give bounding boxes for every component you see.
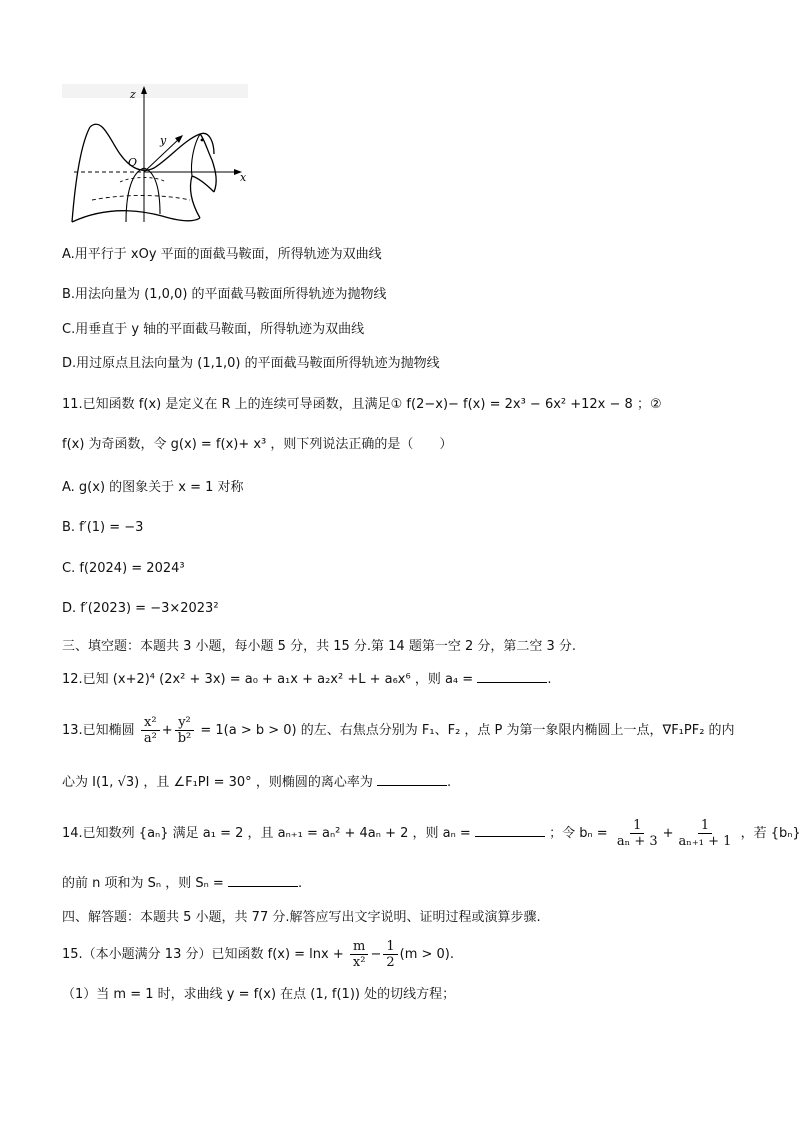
q11-option-d: D. f′(2023) = −3×2023² <box>62 601 219 616</box>
saddle-surface-figure <box>62 82 258 230</box>
q10-option-a: A.用平行于 xOy 平面的面截马鞍面，所得轨迹为双曲线 <box>62 247 382 262</box>
origin-label: O <box>128 156 138 169</box>
q14-pre: 14.已知数列 {aₙ} 满足 a₁ = 2 ，且 aₙ₊₁ = aₙ² + 4aₙ + 2 ，则 aₙ = <box>62 826 471 841</box>
q10-option-d: D.用过原点且法向量为 (1,1,0) 的平面截马鞍面所得轨迹为抛物线 <box>62 356 440 371</box>
x-axis-label: x <box>240 171 247 184</box>
q13-fraction-x: $\frac{\text{x²}}{\text{a²}}$ <box>141 715 160 746</box>
q12-end: . <box>547 672 552 687</box>
q13-fraction-y: $\frac{\text{y²}}{\text{b²}}$ <box>175 715 195 746</box>
q13-plus: + <box>161 723 173 738</box>
q13-line2-text: 心为 I(1, √3) ，且 ∠F₁PI = 30° ，则椭圆的离心率为 <box>62 775 373 790</box>
q13-mid: = 1(a > b > 0) 的左、右焦点分别为 F₁、F₂ ，点 P 为第一象限内椭圆上一点，∇F₁PF₂ 的内 <box>200 723 735 738</box>
q14-line2-text: 的前 n 项和为 Sₙ ，则 Sₙ = <box>62 876 224 891</box>
q14-plus: + <box>662 826 674 841</box>
q10-option-c: C.用垂直于 y 轴的平面截马鞍面，所得轨迹为双曲线 <box>62 322 365 337</box>
q12-answer-blank[interactable] <box>477 670 547 683</box>
q15-post: (m > 0). <box>399 947 455 962</box>
q15-pre: 15.（本小题满分 13 分）已知函数 f(x) = lnx + <box>62 947 344 962</box>
q14-answer-blank-2[interactable] <box>228 874 298 887</box>
z-axis-label: z <box>130 88 136 101</box>
section-4-header: 四、解答题：本题共 5 小题，共 77 分.解答应写出文字说明、证明过程或演算步骤. <box>62 910 541 925</box>
q11-stem-line2: f(x) 为奇函数，令 g(x) = f(x)+ x³ ，则下列说法正确的是（ ） <box>62 437 453 452</box>
q11-option-c: C. f(2024) = 2024³ <box>62 561 185 576</box>
q13-line2 <box>62 773 451 793</box>
q10-option-b: B.用法向量为 (1,0,0) 的平面截马鞍面所得轨迹为抛物线 <box>62 287 387 302</box>
q11-option-b: B. f′(1) = −3 <box>62 520 144 535</box>
q14-answer-blank-1[interactable] <box>475 824 545 837</box>
q13-answer-blank[interactable] <box>377 773 447 786</box>
q13-line1 <box>62 714 735 748</box>
q14-mid: ；令 bₙ = <box>549 826 608 841</box>
q11-stem-line1: 11.已知函数 f(x) 是定义在 R 上的连续可导函数，且满足① f(2−x)− f(x) = 2x³ − 6x² +12x − 8 ；② <box>62 397 662 412</box>
q12-stem: 12.已知 (x+2)⁴ (2x² + 3x) = a₀ + a₁x + a₂x² +L + a₆x⁶ ，则 a₄ = <box>62 672 474 687</box>
q12-text <box>62 670 551 690</box>
section-3-header: 三、填空题：本题共 3 小题，每小题 5 分，共 15 分.第 14 题第一空 2 分，第二空 3 分. <box>62 639 577 654</box>
q15-minus: − <box>370 947 382 962</box>
q14-end: . <box>297 876 303 891</box>
q14-post: ，若 {bₙ} <box>740 826 801 841</box>
q13-pre: 13.已知椭圆 <box>62 723 135 738</box>
q15-stem <box>62 938 454 972</box>
q14-fraction-2: $\frac{1}{\text{aₙ₊₁ + 1}}$ <box>678 818 732 849</box>
q14-fraction-1: $\frac{1}{\text{aₙ + 3}}$ <box>616 818 658 849</box>
q15-fraction-half: $\frac{1}{2}$ <box>383 939 397 970</box>
y-axis-label: y <box>160 134 167 147</box>
q13-end: . <box>446 775 452 790</box>
q15-part1: （1）当 m = 1 时，求曲线 y = f(x) 在点 (1, f(1)) 处的切线方程； <box>62 987 456 1002</box>
q14-line2 <box>62 874 302 894</box>
q15-fraction-m: $\frac{m}{\text{x²}}$ <box>350 939 369 970</box>
q14-line1 <box>62 814 801 854</box>
q11-option-a: A. g(x) 的图象关于 x = 1 对称 <box>62 480 244 495</box>
